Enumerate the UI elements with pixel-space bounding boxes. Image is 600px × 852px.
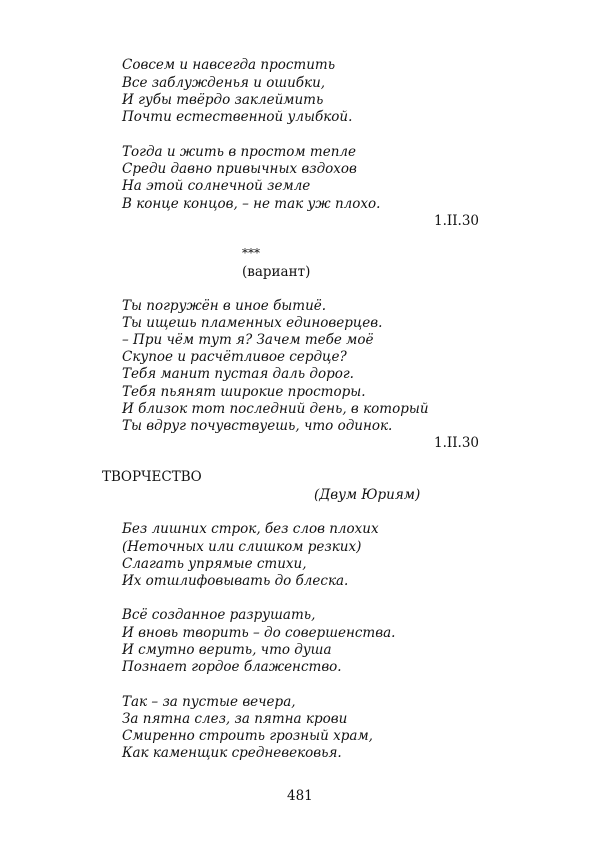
poem1-stanza1-line3: И губы твёрдо заклеймить xyxy=(122,92,324,108)
poem2-line2: Ты ищешь пламенных единоверцев. xyxy=(122,315,383,331)
poem2-line6: Тебя пьянят широкие просторы. xyxy=(122,384,366,400)
poem1-stanza2-line2: Среди давно привычных вздохов xyxy=(122,161,357,177)
poem2-line3: – При чём тут я? Зачем тебе моё xyxy=(122,332,374,348)
poem2-line7: И близок тот последний день, в который xyxy=(122,401,429,417)
poem2-line1: Ты погружён в иное бытиё. xyxy=(122,298,327,314)
poem3-stanza2-line1: Всё созданное разрушать, xyxy=(122,607,316,623)
poem2-subtitle: (вариант) xyxy=(242,264,311,280)
poem3-dedication: (Двум Юриям) xyxy=(314,487,421,503)
poem2-line5: Тебя манит пустая даль дорог. xyxy=(122,366,354,382)
poem1-stanza2-line4: В конце концов, – не так уж плохо. xyxy=(122,196,381,212)
poem3-stanza1-line4: Их отшлифовывать до блеска. xyxy=(122,573,349,589)
poem3-stanza2-line4: Познает гордое блаженство. xyxy=(122,659,342,675)
poem1-stanza1-line1: Совсем и навсегда простить xyxy=(122,57,336,73)
poem3-stanza3-line2: За пятна слез, за пятна крови xyxy=(122,711,348,727)
poem2-date: 1.II.30 xyxy=(434,435,480,451)
poem3-stanza3-line4: Как каменщик средневековья. xyxy=(122,745,342,761)
poem2-stars: *** xyxy=(242,246,260,260)
poem1-stanza1-line2: Все заблужденья и ошибки, xyxy=(122,75,326,91)
poem3-stanza2-line2: И вновь творить – до совершенства. xyxy=(122,625,396,641)
poem2-line8: Ты вдруг почувствуешь, что одинок. xyxy=(122,418,393,434)
poem3-stanza3-line1: Так – за пустые вечера, xyxy=(122,694,296,710)
page-number: 481 xyxy=(287,788,313,804)
poem3-stanza1-line2: (Неточных или слишком резких) xyxy=(122,539,362,555)
poem2-line4: Скупое и расчётливое сердце? xyxy=(122,349,347,365)
poem3-stanza2-line3: И смутно верить, что душа xyxy=(122,642,332,658)
poem3-stanza1-line3: Слагать упрямые стихи, xyxy=(122,556,307,572)
poem1-stanza2-line1: Тогда и жить в простом тепле xyxy=(122,144,356,160)
poem1-date: 1.II.30 xyxy=(434,213,480,229)
poem1-stanza2-line3: На этой солнечной земле xyxy=(122,178,311,194)
poem1-stanza1-line4: Почти естественной улыбкой. xyxy=(122,109,353,125)
poem3-stanza3-line3: Смиренно строить грозный храм, xyxy=(122,728,373,744)
poem3-title: ТВОРЧЕСТВО xyxy=(102,469,202,485)
poem3-stanza1-line1: Без лишних строк, без слов плохих xyxy=(122,521,379,537)
